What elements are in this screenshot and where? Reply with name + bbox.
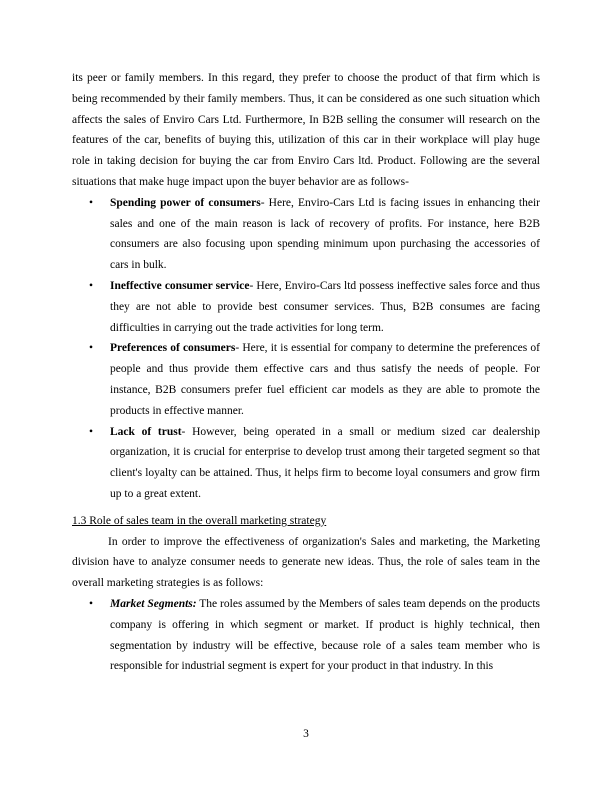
bullet-icon: • <box>89 342 94 355</box>
list-item-term: Preferences of consumers <box>110 342 236 355</box>
list-item-term: Spending power of consumers <box>110 196 261 209</box>
list-item-text: The roles assumed by the Members of sales team depends on the products company is offering in which segment or market. If product is highly technical, then segmentation by industry will be effective, because role of a sales team member who is responsible for industrial segment is expert for your product in that industry. In this <box>110 597 540 673</box>
list-item <box>72 338 540 421</box>
list-item-text: - Here, it is essential for company to determine the preferences of people and thus provide them effective cars and thus satisfy the needs of people. For instance, B2B consumers prefer fuel efficient car models as they are able to promote the products in effective manner. <box>110 342 540 417</box>
list-item-text: - However, being operated in a small or medium sized car dealership organization, it is crucial for enterprise to develop trust among their targeted segment so that client's loyalty can be attained. Thus, it helps firm to become loyal consumers and grow firm up to a great extent. <box>110 425 540 500</box>
document-page <box>72 68 540 677</box>
list-item <box>72 422 540 505</box>
bullet-icon: • <box>89 196 94 209</box>
list-item-text: - Here, Enviro-Cars Ltd is facing issues in enhancing their sales and one of the main reason is lack of recovery of profits. For instance, here B2B consumers are also focusing upon spending minimum upon purchasing the accessories of cars in bulk. <box>110 196 540 272</box>
page-number: 3 <box>303 728 309 740</box>
list-item <box>72 193 540 276</box>
section-paragraph: In order to improve the effectiveness of organization's Sales and marketing, the Marketing division have to analyze consumer needs to generate new ideas. Thus, the role of sales team in the overall marketing strategies is as follows: <box>72 535 540 590</box>
intro-paragraph: its peer or family members. In this regard, they prefer to choose the product of that firm which is being recommended by their family members. Thus, it can be considered as one such situation which affects the sales of Enviro Cars Ltd. Furthermore, In B2B selling the consumer will research on the features of the car, benefits of buying this, utilization of this car in their workplace will play huge role in taking decision for buying the car from Enviro Cars ltd. Product. Following are the several situations that make huge impact upon the buyer behavior are as follows- <box>72 72 540 188</box>
list-item <box>72 594 540 677</box>
list-item-text: - Here, Enviro-Cars ltd possess ineffective sales force and thus they are not able to provide best consumer services. Thus, B2B consumes are facing difficulties in carrying out the trade activities for long term. <box>110 279 540 334</box>
list-item-term: Lack of trust <box>110 425 182 438</box>
buyer-behavior-list <box>72 193 540 505</box>
section-heading: 1.3 Role of sales team in the overall marketing strategy <box>72 514 327 527</box>
list-item-term: Market Segments: <box>110 597 197 610</box>
bullet-icon: • <box>89 597 94 610</box>
bullet-icon: • <box>89 279 94 292</box>
bullet-icon: • <box>89 425 94 438</box>
list-item <box>72 276 540 338</box>
list-item-term: Ineffective consumer service <box>110 279 250 292</box>
sales-role-list <box>72 594 540 677</box>
